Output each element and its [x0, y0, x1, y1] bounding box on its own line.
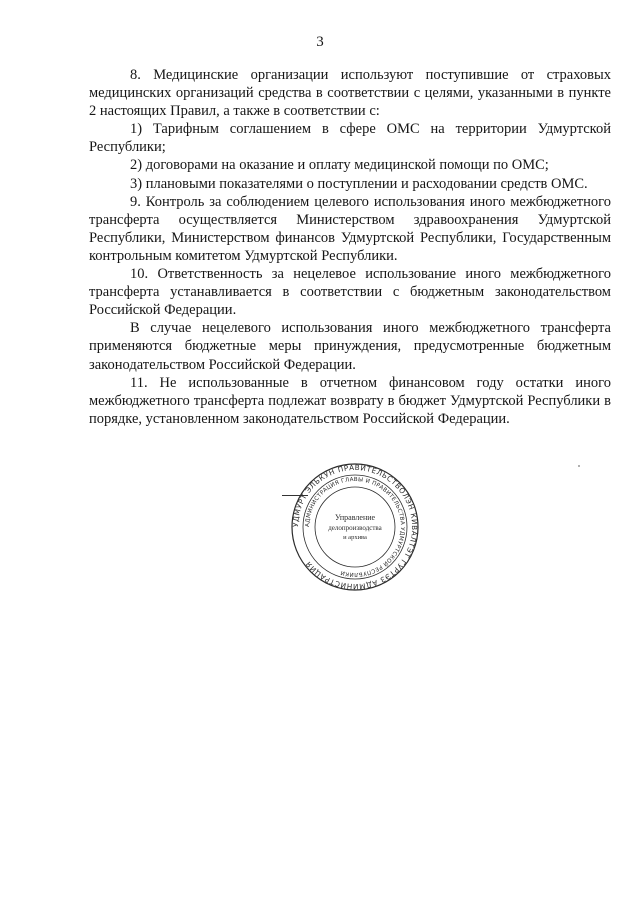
list-item-2: 2) договорами на оказание и оплату медицинской помощи по ОМС; — [130, 157, 549, 174]
paragraph-misuse: В случае нецелевого использования иного межбюджетного трансферта применяются бюджетные меры принуждения, предусмотренные бюджетным законодательством Российской Федерации. — [89, 320, 611, 373]
paragraph-10: 10. Ответственность за нецелевое использование иного межбюджетного трансферта устанавливается в соответствии с бюджетным законодательством Российской Федерации. — [89, 266, 611, 319]
seal-outer-text: УДМУРТ ЭЛЬКУН ПРАВИТЕЛЬСТВОЛЭН КИВАЛТЭТ ГУРТЭЗ АДМИНИСТРАЦИЯ — [290, 462, 420, 592]
seal-center-line-1: Управление — [334, 513, 376, 522]
paragraph-8: 8. Медицинские организации используют поступившие от страховых медицинских организаций средства в соответствии с целями, указанными в пункте 2 настоящих Правил, а также в соответствии с: — [89, 67, 611, 120]
paragraph-11: 11. Не использованные в отчетном финансовом году остатки иного межбюджетного трансферта подлежат возврату в бюджет Удмуртской Республики в порядке, установленном законодательством Российской Федерации. — [89, 374, 611, 427]
paragraph-9: 9. Контроль за соблюдением целевого использования иного межбюджетного трансферта осуществляется Министерством здравоохранения Удмуртской Республики, Министерством финансов Удмуртской Республики, Государственным контрольным комитетом Удмуртской Республики. — [89, 193, 611, 264]
document-body — [89, 66, 611, 428]
seal-graphic — [290, 462, 420, 592]
seal-inner-text: АДМИНИСТРАЦИЯ ГЛАВЫ И ПРАВИТЕЛЬСТВА УДМУРТСКОЙ РЕСПУБЛИКИ — [304, 476, 406, 578]
list-item-1: 1) Тарифным соглашением в сфере ОМС на территории Удмуртской Республики; — [89, 121, 611, 156]
page-number: 3 — [316, 34, 324, 50]
seal-center-line-2: делопроизводства — [328, 524, 382, 532]
official-seal — [290, 462, 420, 592]
seal-center-line-3: и архива — [343, 534, 367, 541]
list-item-3: 3) плановыми показателями о поступлении и расходовании средств ОМС. — [130, 175, 588, 192]
scan-speck — [578, 465, 580, 467]
